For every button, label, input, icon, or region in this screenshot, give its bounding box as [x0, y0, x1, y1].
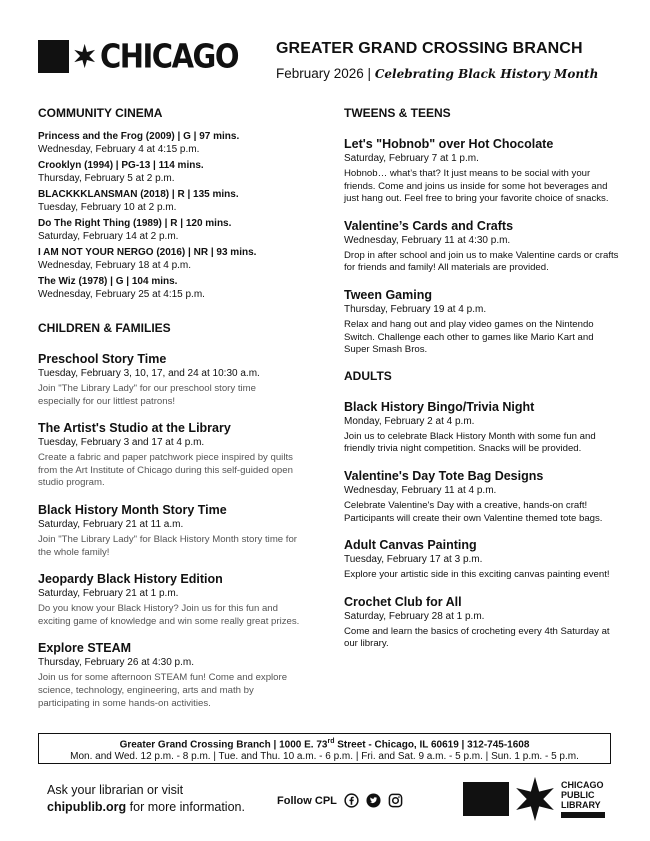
event-title: Valentine’s Cards and Crafts: [344, 218, 514, 233]
movie-title: Do The Right Thing (1989) | R | 120 mins.: [38, 218, 232, 229]
cinema-list: [38, 130, 300, 301]
event-item: [38, 571, 300, 628]
event-desc: Celebrate Valentine's Day with a creative, hands-on craft! Participants will create their own Valentine themed tote bags.: [344, 499, 603, 524]
event-desc: Come and learn the basics of crocheting every 4th Saturday at our library.: [344, 625, 610, 650]
address-ordinal: rd: [327, 738, 335, 745]
cpl-line: PUBLIC: [561, 790, 595, 800]
event-item: [344, 594, 619, 651]
event-time: Saturday, February 7 at 1 p.m.: [344, 153, 479, 164]
teens-heading: TWEENS & TEENS: [344, 106, 451, 120]
theme-label: Celebrating Black History Month: [374, 67, 599, 81]
event-time: Tuesday, February 17 at 3 p.m.: [344, 554, 483, 566]
movie-time: Thursday, February 5 at 2 p.m.: [38, 173, 175, 184]
logo-wordmark: CHICAGO: [99, 35, 238, 75]
event-time: Saturday, February 21 at 11 a.m.: [38, 518, 184, 530]
logo-block: [38, 40, 69, 73]
event-title: Explore STEAM: [38, 641, 132, 656]
address-box: [38, 733, 611, 764]
address-text: Greater Grand Crossing Branch | 1000 E. 73: [119, 739, 328, 751]
event-time: Thursday, February 19 at 4 p.m.: [344, 303, 487, 315]
event-time: Wednesday, February 11 at 4:30 p.m.: [344, 234, 511, 246]
movie-time: Wednesday, February 25 at 4:15 p.m.: [38, 289, 205, 300]
cpl-line: LIBRARY: [561, 800, 601, 810]
website-link[interactable]: chipublib.org: [47, 800, 127, 814]
event-item: [344, 136, 619, 206]
event-item: [38, 420, 300, 490]
movie-item: [38, 275, 300, 301]
left-column: [38, 106, 300, 722]
event-title: Black History Month Story Time: [38, 502, 227, 517]
event-desc: Join us to celebrate Black History Month with some fun and friendly trivia night competition. Snacks will be provided.: [344, 430, 596, 455]
event-title: Black History Bingo/Trivia Night: [344, 399, 535, 414]
event-item: [38, 502, 300, 559]
right-column: [344, 106, 619, 663]
movie-item: [38, 217, 300, 243]
event-time: Wednesday, February 11 at 4 p.m.: [344, 484, 497, 496]
event-desc: Hobnob… what’s that? It just means to be social with your friends. Come and joins us inside for some hot beverages and just hang out. Feel free to bring your favorite choice of snacks.: [344, 168, 609, 205]
cpl-line: CHICAGO: [561, 780, 604, 790]
month-label: February 2026 |: [276, 66, 372, 81]
event-desc: Drop in after school and join us to make Valentine cards or crafts for friends and family! All materials are provided.: [344, 249, 619, 274]
event-title: Let's "Hobnob" over Hot Chocolate: [344, 137, 554, 151]
event-item: [344, 537, 619, 582]
event-item: [38, 640, 300, 710]
event-desc: Join "The Library Lady" for our preschool story time especially for our littlest patrons!: [38, 383, 256, 407]
follow-label: Follow CPL: [277, 794, 337, 807]
event-time: Saturday, February 28 at 1 p.m.: [344, 610, 485, 622]
movie-item: [38, 159, 300, 185]
event-time: Thursday, February 26 at 4:30 p.m.: [38, 657, 195, 669]
event-time: Tuesday, February 3 and 17 at 4 p.m.: [38, 437, 205, 449]
social-links: [277, 793, 410, 808]
cpl-wordmark: [561, 780, 605, 818]
cpl-block: [463, 782, 509, 816]
movie-title: BLACKKKLANSMAN (2018) | R | 135 mins.: [38, 189, 239, 200]
event-item: [38, 351, 300, 408]
address-text-rest: Street - Chicago, IL 60619 | 312-745-1608: [334, 739, 530, 751]
event-title: Adult Canvas Painting: [344, 538, 477, 553]
event-desc: Explore your artistic side in this exciting canvas painting event!: [344, 569, 610, 581]
movie-title: The Wiz (1978) | G | 104 mins.: [38, 276, 178, 287]
event-desc: Do you know your Black History? Join us for this fun and exciting game of knowledge and win some really great prizes.: [38, 603, 300, 627]
month-line: [276, 66, 598, 81]
cinema-heading: COMMUNITY CINEMA: [38, 106, 163, 120]
event-time: Saturday, February 21 at 1 p.m.: [38, 588, 179, 600]
event-title: Preschool Story Time: [38, 352, 167, 366]
ask-line: Ask your librarian or visit: [47, 783, 184, 797]
event-item: [344, 218, 619, 275]
facebook-icon[interactable]: [344, 793, 359, 808]
event-title: Jeopardy Black History Edition: [38, 572, 223, 587]
movie-item: [38, 130, 300, 156]
movie-title: Princess and the Frog (2009) | G | 97 mins.: [38, 131, 240, 142]
chicago-logo: [38, 36, 238, 76]
children-heading: CHILDREN & FAMILIES: [38, 321, 171, 335]
event-item: [344, 287, 619, 357]
movie-title: I AM NOT YOUR NERGO (2016) | NR | 93 mins.: [38, 247, 257, 258]
star-icon: [512, 776, 558, 822]
branch-address: [39, 738, 610, 750]
movie-time: Wednesday, February 18 at 4 p.m.: [38, 260, 192, 271]
cpl-logo: [463, 776, 605, 822]
movie-time: Tuesday, February 10 at 2 p.m.: [38, 202, 177, 213]
event-desc: Relax and hang out and play video games on the Nintendo Switch. Challenge each other to games like Mario Kart and Super Smash Bros.: [344, 318, 594, 356]
event-time: Tuesday, February 3, 10, 17, and 24 at 10:30 a.m.: [38, 368, 260, 379]
cpl-bar: [561, 812, 605, 818]
adults-heading: ADULTS: [344, 368, 392, 383]
event-item: [344, 468, 619, 525]
movie-time: Saturday, February 14 at 2 p.m.: [38, 231, 179, 242]
event-desc: Join us for some afternoon STEAM fun! Come and explore science, technology, engineering, arts and math by participating in some hands-on activities.: [38, 672, 288, 709]
event-title: Tween Gaming: [344, 287, 432, 302]
event-desc: Join "The Library Lady" for Black History Month story time for the whole family!: [38, 533, 298, 558]
star-icon: [72, 37, 97, 75]
event-title: The Artist's Studio at the Library: [38, 421, 231, 436]
event-title: Valentine's Day Tote Bag Designs: [344, 468, 544, 483]
event-item: [344, 399, 619, 456]
movie-item: [38, 246, 300, 272]
instagram-icon[interactable]: [388, 793, 403, 808]
twitter-icon[interactable]: [366, 793, 381, 808]
event-title: Crochet Club for All: [344, 594, 462, 609]
movie-item: [38, 188, 300, 214]
movie-time: Wednesday, February 4 at 4:15 p.m.: [38, 144, 200, 155]
movie-title: Crooklyn (1994) | PG-13 | 114 mins.: [38, 160, 204, 171]
branch-title: GREATER GRAND CROSSING BRANCH: [276, 40, 583, 57]
event-time: Monday, February 2 at 4 p.m.: [344, 415, 475, 427]
ask-librarian: [47, 782, 245, 816]
ask-line-end: for more information.: [126, 800, 245, 814]
branch-hours: Mon. and Wed. 12 p.m. - 8 p.m. | Tue. and Thu. 10 a.m. - 6 p.m. | Fri. and Sat. 9 a.m. - 5 p.m. | Sun. 1 p.m. - 5 p.m.: [70, 751, 579, 763]
event-desc: Create a fabric and paper patchwork piece inspired by quilts from the Art Institute of Chicago during this self-guided open studio program.: [38, 452, 293, 489]
